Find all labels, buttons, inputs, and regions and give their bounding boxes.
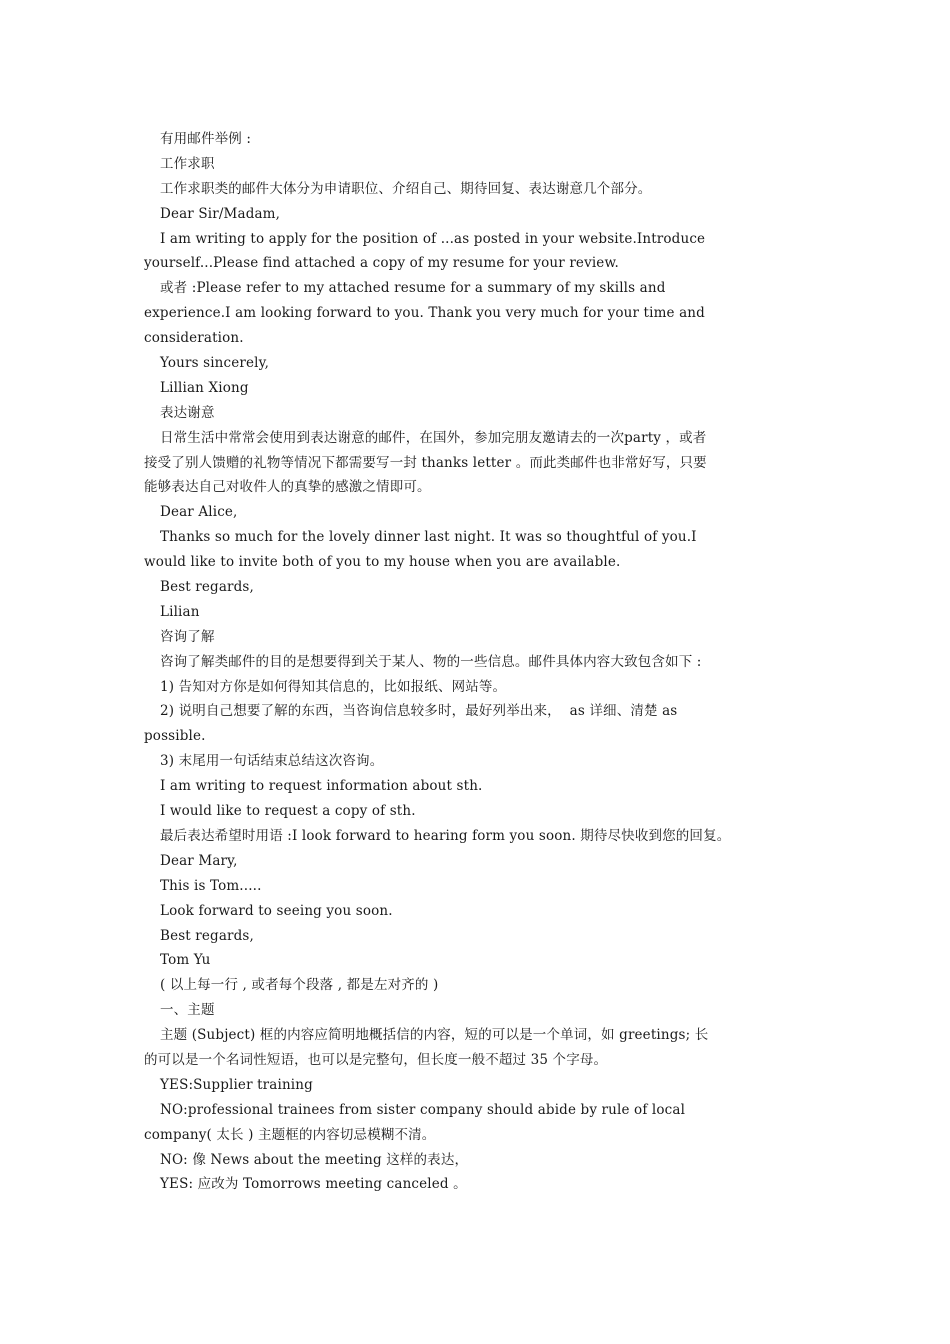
text-line: This is Tom..... [160,877,262,894]
text-line: YES:Supplier training [160,1076,313,1093]
text-line: 1) 告知对方你是如何得知其信息的，比如报纸、网站等。 [160,678,507,695]
text-line: 的可以是一个名词性短语，也可以是完整句，但长度一般不超过 35 个字母。 [144,1051,608,1068]
text-line: YES: 应改为 Tomorrows meeting canceled 。 [160,1176,467,1193]
text-line: Yours sincerely, [160,355,270,372]
text-line: experience.I am looking forward to you. Thank you very much for your time and [144,305,705,322]
text-line: would like to invite both of you to my house when you are available. [144,554,621,571]
text-line: NO:professional trainees from sister company should abide by rule of local [160,1101,686,1118]
text-line: 接受了别人馈赠的礼物等情况下都需要写一封 thanks letter 。而此类邮件也非常好写，只要 [144,454,707,471]
text-line: 咨询了解 [160,628,215,645]
text-line: 3) 末尾用一句话结束总结这次咨询。 [160,753,384,770]
text-line: 工作求职 [160,155,215,172]
text-line: ( 以上每一行 , 或者每个段落 , 都是左对齐的 ) [160,977,439,994]
text-line: 表达谢意 [160,404,215,421]
document-page [144,127,824,1197]
text-line: 工作求职类的邮件大体分为申请职位、介绍自己、期待回复、表达谢意几个部分。 [160,180,652,197]
text-line: 咨询了解类邮件的目的是想要得到关于某人、物的一些信息。邮件具体内容大致包含如下 : [160,653,702,670]
text-line: I am writing to request information about sth. [160,778,483,795]
text-line: yourself...Please find attached a copy of my resume for your review. [144,255,619,272]
text-line: 最后表达希望时用语 :I look forward to hearing form you soon. 期待尽快收到您的回复。 [160,827,731,844]
text-line: Lilian [160,603,200,620]
text-line: I would like to request a copy of sth. [160,803,416,820]
text-line: company( 太长 ) 主题框的内容切忌模糊不清。 [144,1126,436,1143]
text-line: Tom Yu [160,952,211,969]
text-line: 主题 (Subject) 框的内容应简明地概括信的内容，短的可以是一个单词，如 greetings; 长 [160,1027,709,1044]
text-line: consideration. [144,330,244,347]
text-line: 日常生活中常常会使用到表达谢意的邮件，在国外，参加完朋友邀请去的一次party ，或者 [160,429,707,446]
text-line: I am writing to apply for the position of ...as posted in your website.Introduce [160,230,706,247]
text-line: Dear Alice, [160,504,238,521]
text-line: 有用邮件举例 : [160,131,252,147]
text-line: possible. [144,728,206,745]
text-line: Look forward to seeing you soon. [160,902,393,919]
text-line: NO: 像 News about the meeting 这样的表达， [160,1151,469,1168]
text-line: Lillian Xiong [160,379,249,396]
text-line: Best regards, [160,927,254,944]
text-line: 一、主题 [160,1002,215,1019]
text-line: Dear Mary, [160,852,238,869]
text-line: 或者 :Please refer to my attached resume for a summary of my skills and [160,280,666,297]
text-line: 能够表达自己对收件人的真挚的感激之情即可。 [144,479,431,496]
text-line: Thanks so much for the lovely dinner last night. It was so thoughtful of you.I [160,529,697,546]
text-line: Dear Sir/Madam, [160,205,281,222]
text-line: Best regards, [160,579,254,596]
text-line: 2) 说明自己想要了解的东西，当咨询信息较多时，最好列举出来， as 详细、清楚 as [160,703,678,720]
